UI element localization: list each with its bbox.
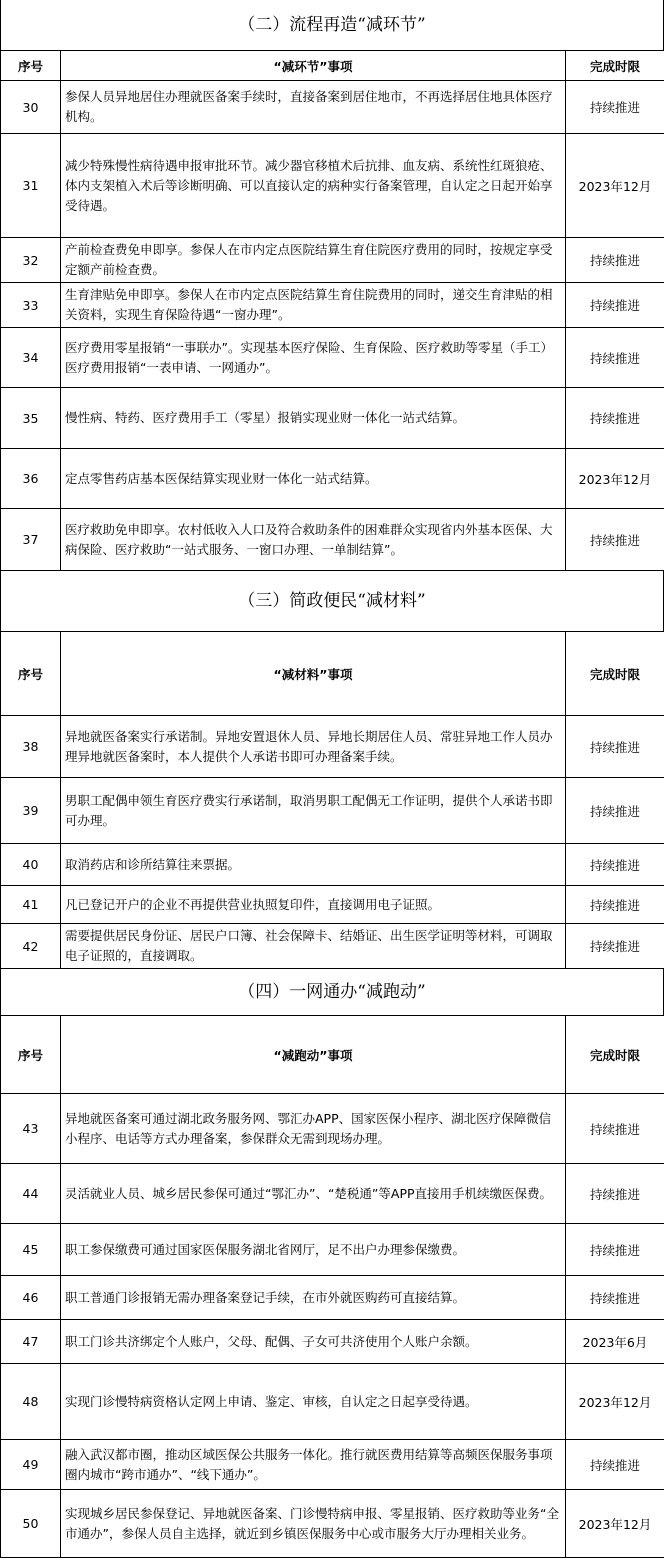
table-row: [1, 81, 664, 134]
row-number: 31: [1, 134, 61, 238]
table-row: [1, 1320, 664, 1364]
table-header-row: [1, 1016, 664, 1094]
table-row: [1, 1094, 664, 1164]
row-number: 50: [1, 1490, 61, 1558]
table-row: [1, 238, 664, 283]
row-number: 34: [1, 328, 61, 388]
items-table: [0, 631, 664, 969]
row-number: 47: [1, 1320, 61, 1364]
row-deadline: 持续推进: [566, 886, 664, 924]
table-row: [1, 1224, 664, 1276]
row-number: 35: [1, 388, 61, 449]
row-number: 37: [1, 509, 61, 571]
row-deadline: 持续推进: [566, 238, 664, 283]
row-number: 41: [1, 886, 61, 924]
row-item: 异地就医备案可通过湖北政务服务网、鄂汇办APP、国家医保小程序、湖北医疗保障微信小程序、电话等方式办理备案，参保群众无需到现场办理。: [61, 1094, 566, 1164]
row-item: 实现城乡居民参保登记、异地就医备案、门诊慢特病申报、零星报销、医疗救助等业务“全市通办”，参保人员自主选择，就近到乡镇医保服务中心或市服务大厅办理相关业务。: [61, 1490, 566, 1558]
row-deadline: 持续推进: [566, 778, 664, 844]
row-item: 职工参保缴费可通过国家医保服务湖北省网厅，足不出户办理参保缴费。: [61, 1224, 566, 1276]
table-row: [1, 449, 664, 509]
row-number: 49: [1, 1440, 61, 1490]
row-number: 46: [1, 1276, 61, 1320]
row-number: 43: [1, 1094, 61, 1164]
row-deadline: 2023年12月: [566, 449, 664, 509]
row-number: 32: [1, 238, 61, 283]
table-row: [1, 134, 664, 238]
column-header-deadline: 完成时限: [566, 632, 664, 716]
row-number: 40: [1, 844, 61, 886]
table-row: [1, 1276, 664, 1320]
table-header-row: [1, 632, 664, 716]
row-item: 医疗费用零星报销“一事联办”。实现基本医疗保险、生育保险、医疗救助等零星（手工）医疗费用报销“一表申请、一网通办”。: [61, 328, 566, 388]
row-deadline: 持续推进: [566, 1276, 664, 1320]
column-header-no: 序号: [1, 632, 61, 716]
row-item: 产前检查费免申即享。参保人在市内定点医院结算生育住院医疗费用的同时，按规定享受定额产前检查费。: [61, 238, 566, 283]
row-deadline: 持续推进: [566, 1094, 664, 1164]
column-header-deadline: 完成时限: [566, 51, 664, 81]
row-item: 参保人员异地居住办理就医备案手续时，直接备案到居住地市，不再选择居住地具体医疗机构。: [61, 81, 566, 134]
row-deadline: 持续推进: [566, 509, 664, 571]
row-item: 需要提供居民身份证、居民户口簿、社会保障卡、结婚证、出生医学证明等材料，可调取电子证照的，直接调取。: [61, 924, 566, 969]
row-number: 42: [1, 924, 61, 969]
table-row: [1, 886, 664, 924]
row-number: 45: [1, 1224, 61, 1276]
table-row: [1, 1440, 664, 1490]
row-deadline: 2023年12月: [566, 1490, 664, 1558]
row-item: 医疗救助免申即享。农村低收入人口及符合救助条件的困难群众实现省内外基本医保、大病保险、医疗救助“一站式服务、一窗口办理、一单制结算”。: [61, 509, 566, 571]
row-deadline: 持续推进: [566, 716, 664, 778]
row-deadline: 2023年6月: [566, 1320, 664, 1364]
table-row: [1, 388, 664, 449]
table-row: [1, 716, 664, 778]
row-deadline: 持续推进: [566, 924, 664, 969]
row-item: 异地就医备案实行承诺制。异地安置退休人员、异地长期居住人员、常驻异地工作人员办理异地就医备案时，本人提供个人承诺书即可办理备案手续。: [61, 716, 566, 778]
column-header-deadline: 完成时限: [566, 1016, 664, 1094]
row-deadline: 持续推进: [566, 283, 664, 328]
table-row: [1, 283, 664, 328]
row-deadline: 持续推进: [566, 844, 664, 886]
table-row: [1, 844, 664, 886]
table-row: [1, 328, 664, 388]
row-number: 33: [1, 283, 61, 328]
row-deadline: 持续推进: [566, 1224, 664, 1276]
row-item: 灵活就业人员、城乡居民参保可通过“鄂汇办”、“楚税通”等APP直接用手机续缴医保费。: [61, 1164, 566, 1224]
items-table: [0, 50, 664, 571]
row-deadline: 持续推进: [566, 81, 664, 134]
row-item: 职工门诊共济绑定个人账户，父母、配偶、子女可共济使用个人账户余额。: [61, 1320, 566, 1364]
column-header-no: 序号: [1, 1016, 61, 1094]
column-header-item: “减材料”事项: [61, 632, 566, 716]
table-row: [1, 1164, 664, 1224]
table-row: [1, 924, 664, 969]
row-item: 融入武汉都市圈，推动区域医保公共服务一体化。推行就医费用结算等高频医保服务事项圈内城市“跨市通办”、“线下通办”。: [61, 1440, 566, 1490]
row-number: 48: [1, 1364, 61, 1440]
table-row: [1, 778, 664, 844]
row-deadline: 持续推进: [566, 388, 664, 449]
row-deadline: 持续推进: [566, 328, 664, 388]
section-title: （二）流程再造“减环节”: [0, 0, 664, 50]
row-number: 44: [1, 1164, 61, 1224]
row-item: 实现门诊慢特病资格认定网上申请、鉴定、审核，自认定之日起享受待遇。: [61, 1364, 566, 1440]
row-number: 39: [1, 778, 61, 844]
row-deadline: 持续推进: [566, 1164, 664, 1224]
row-item: 职工普通门诊报销无需办理备案登记手续，在市外就医购药可直接结算。: [61, 1276, 566, 1320]
table-row: [1, 1364, 664, 1440]
table-header-row: [1, 51, 664, 81]
column-header-no: 序号: [1, 51, 61, 81]
items-table: [0, 1015, 664, 1558]
row-item: 取消药店和诊所结算往来票据。: [61, 844, 566, 886]
table-row: [1, 509, 664, 571]
row-deadline: 2023年12月: [566, 134, 664, 238]
row-deadline: 持续推进: [566, 1440, 664, 1490]
column-header-item: “减环节”事项: [61, 51, 566, 81]
section-title: （三）简政便民“减材料”: [0, 571, 664, 631]
table-row: [1, 1490, 664, 1558]
row-deadline: 2023年12月: [566, 1364, 664, 1440]
row-number: 30: [1, 81, 61, 134]
row-item: 慢性病、特药、医疗费用手工（零星）报销实现业财一体化一站式结算。: [61, 388, 566, 449]
row-item: 减少特殊慢性病待遇申报审批环节。减少器官移植术后抗排、血友病、系统性红斑狼疮、体内支架植入术后等诊断明确、可以直接认定的病种实行备案管理，自认定之日起开始享受待遇。: [61, 134, 566, 238]
row-item: 男职工配偶申领生育医疗费实行承诺制，取消男职工配偶无工作证明，提供个人承诺书即可办理。: [61, 778, 566, 844]
row-number: 38: [1, 716, 61, 778]
column-header-item: “减跑动”事项: [61, 1016, 566, 1094]
row-item: 定点零售药店基本医保结算实现业财一体化一站式结算。: [61, 449, 566, 509]
section-title: （四）一网通办“减跑动”: [0, 969, 664, 1015]
row-number: 36: [1, 449, 61, 509]
row-item: 凡已登记开户的企业不再提供营业执照复印件，直接调用电子证照。: [61, 886, 566, 924]
row-item: 生育津贴免申即享。参保人在市内定点医院结算生育住院费用的同时，递交生育津贴的相关资料，实现生育保险待遇“一窗办理”。: [61, 283, 566, 328]
